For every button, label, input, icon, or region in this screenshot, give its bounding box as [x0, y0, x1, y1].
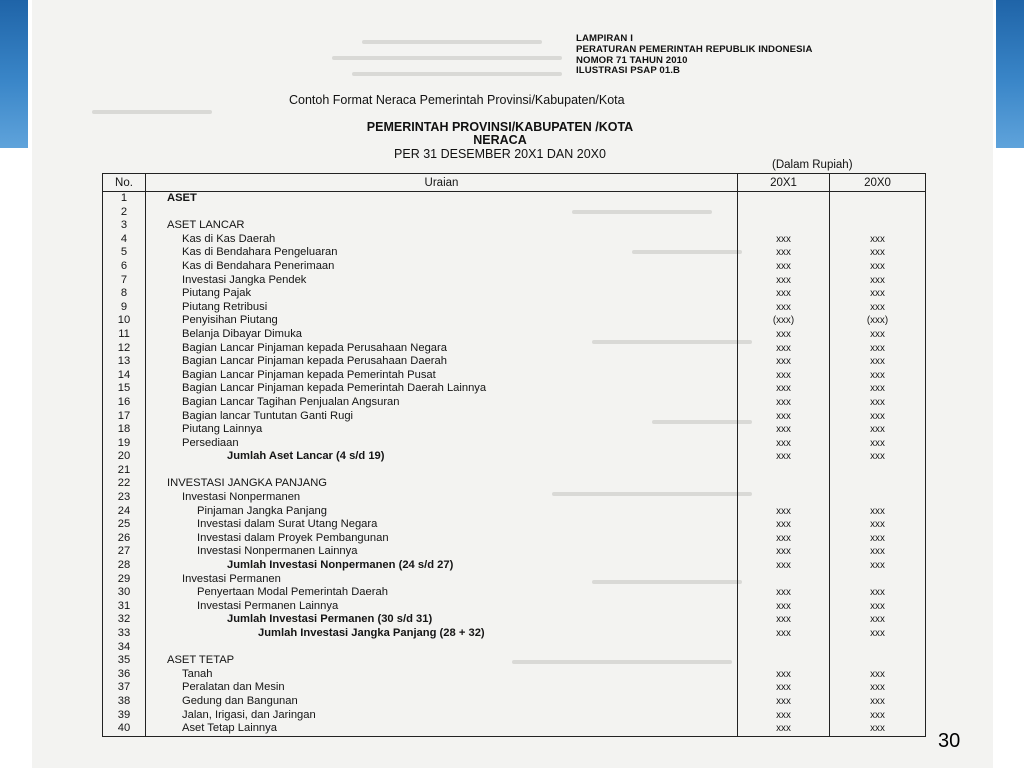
table-row [103, 423, 926, 437]
row-value-20x1: xxx [738, 342, 830, 356]
row-value-20x1: xxx [738, 559, 830, 573]
row-number: 9 [103, 301, 146, 315]
row-number: 36 [103, 668, 146, 682]
row-value-20x0 [830, 464, 926, 478]
table-row [103, 573, 926, 587]
table-row [103, 396, 926, 410]
row-label: Kas di Bendahara Pengeluaran [146, 246, 738, 260]
row-label: Investasi Nonpermanen [146, 491, 738, 505]
row-number: 2 [103, 206, 146, 220]
row-value-20x1 [738, 654, 830, 668]
row-value-20x0 [830, 641, 926, 655]
table-row [103, 613, 926, 627]
row-value-20x1: xxx [738, 709, 830, 723]
row-number: 26 [103, 532, 146, 546]
table-body [103, 192, 926, 737]
row-label: Bagian Lancar Pinjaman kepada Perusahaan Daerah [146, 355, 738, 369]
regulation-header [576, 34, 812, 77]
row-number: 1 [103, 192, 146, 206]
row-number: 7 [103, 274, 146, 288]
row-value-20x0: xxx [830, 695, 926, 709]
row-label: Jumlah Investasi Permanen (30 s/d 31) [146, 613, 738, 627]
row-label: Penyertaan Modal Pemerintah Daerah [146, 586, 738, 600]
table-row [103, 233, 926, 247]
table-row [103, 192, 926, 206]
row-value-20x0: xxx [830, 382, 926, 396]
table-row [103, 491, 926, 505]
row-value-20x1 [738, 219, 830, 233]
row-value-20x1: xxx [738, 518, 830, 532]
row-value-20x1: xxx [738, 545, 830, 559]
table-row [103, 464, 926, 478]
row-value-20x0: xxx [830, 246, 926, 260]
row-value-20x1: xxx [738, 328, 830, 342]
row-label: Bagian lancar Tuntutan Ganti Rugi [146, 410, 738, 424]
row-value-20x1: xxx [738, 722, 830, 736]
row-label: INVESTASI JANGKA PANJANG [146, 477, 738, 491]
table-row [103, 355, 926, 369]
row-value-20x0: xxx [830, 600, 926, 614]
table-row [103, 246, 926, 260]
row-value-20x0: xxx [830, 545, 926, 559]
row-label: Peralatan dan Mesin [146, 681, 738, 695]
report-title [300, 121, 700, 161]
row-label: ASET LANCAR [146, 219, 738, 233]
row-value-20x1: xxx [738, 681, 830, 695]
row-number: 21 [103, 464, 146, 478]
row-value-20x1: xxx [738, 423, 830, 437]
row-value-20x0: xxx [830, 586, 926, 600]
row-label [146, 641, 738, 655]
row-label: Penyisihan Piutang [146, 314, 738, 328]
row-label: Kas di Kas Daerah [146, 233, 738, 247]
bleed-through-line [92, 110, 212, 114]
row-value-20x0 [830, 654, 926, 668]
row-value-20x1: xxx [738, 532, 830, 546]
row-label: Piutang Lainnya [146, 423, 738, 437]
row-value-20x0: xxx [830, 233, 926, 247]
column-header-20x1: 20X1 [738, 174, 830, 192]
row-number: 31 [103, 600, 146, 614]
row-value-20x1 [738, 477, 830, 491]
row-label: Jumlah Investasi Nonpermanen (24 s/d 27) [146, 559, 738, 573]
row-label: Persediaan [146, 437, 738, 451]
row-number: 35 [103, 654, 146, 668]
row-value-20x1: xxx [738, 695, 830, 709]
row-value-20x1: xxx [738, 450, 830, 464]
row-number: 33 [103, 627, 146, 641]
table-row [103, 681, 926, 695]
row-value-20x0 [830, 573, 926, 587]
row-value-20x1 [738, 491, 830, 505]
title-line-3: PER 31 DESEMBER 20X1 DAN 20X0 [394, 146, 606, 161]
row-value-20x0: xxx [830, 396, 926, 410]
row-value-20x1: xxx [738, 410, 830, 424]
row-value-20x0: xxx [830, 532, 926, 546]
row-value-20x1: xxx [738, 396, 830, 410]
row-number: 28 [103, 559, 146, 573]
row-value-20x0 [830, 491, 926, 505]
header-line: LAMPIRAN I [576, 33, 633, 44]
table-row [103, 600, 926, 614]
row-number: 23 [103, 491, 146, 505]
row-number: 5 [103, 246, 146, 260]
row-number: 13 [103, 355, 146, 369]
row-value-20x1: xxx [738, 586, 830, 600]
row-label [146, 206, 738, 220]
row-value-20x1: xxx [738, 287, 830, 301]
row-label: Investasi Nonpermanen Lainnya [146, 545, 738, 559]
row-label: Bagian Lancar Pinjaman kepada Pemerintah Pusat [146, 369, 738, 383]
row-number: 22 [103, 477, 146, 491]
row-number: 24 [103, 505, 146, 519]
row-value-20x0: xxx [830, 518, 926, 532]
table-header-row [103, 174, 926, 192]
row-value-20x1: xxx [738, 355, 830, 369]
row-value-20x0: xxx [830, 369, 926, 383]
row-value-20x0: xxx [830, 301, 926, 315]
table-row [103, 477, 926, 491]
row-value-20x1: xxx [738, 437, 830, 451]
bleed-through-line [332, 56, 562, 60]
row-value-20x1: xxx [738, 600, 830, 614]
row-number: 19 [103, 437, 146, 451]
row-value-20x0: xxx [830, 423, 926, 437]
slide-accent-right [996, 0, 1024, 148]
row-number: 40 [103, 722, 146, 736]
table-row [103, 654, 926, 668]
row-number: 4 [103, 233, 146, 247]
row-number: 17 [103, 410, 146, 424]
row-label: Bagian Lancar Tagihan Penjualan Angsuran [146, 396, 738, 410]
row-value-20x1: xxx [738, 505, 830, 519]
title-line-2: NERACA [473, 133, 527, 148]
row-value-20x0: xxx [830, 450, 926, 464]
row-label: Investasi Jangka Pendek [146, 274, 738, 288]
table-row [103, 668, 926, 682]
row-value-20x1 [738, 192, 830, 206]
column-header-uraian: Uraian [146, 174, 738, 192]
table-row [103, 695, 926, 709]
table-row [103, 206, 926, 220]
row-number: 38 [103, 695, 146, 709]
table-row [103, 641, 926, 655]
table-row [103, 450, 926, 464]
row-value-20x1: xxx [738, 627, 830, 641]
row-number: 30 [103, 586, 146, 600]
row-value-20x1: xxx [738, 382, 830, 396]
row-number: 32 [103, 613, 146, 627]
row-number: 39 [103, 709, 146, 723]
row-number: 3 [103, 219, 146, 233]
row-value-20x0: xxx [830, 355, 926, 369]
row-number: 37 [103, 681, 146, 695]
row-number: 20 [103, 450, 146, 464]
bleed-through-line [352, 72, 562, 76]
row-value-20x1 [738, 464, 830, 478]
row-value-20x1: xxx [738, 369, 830, 383]
row-label: Piutang Pajak [146, 287, 738, 301]
row-label: Jalan, Irigasi, dan Jaringan [146, 709, 738, 723]
row-number: 6 [103, 260, 146, 274]
row-label: Jumlah Investasi Jangka Panjang (28 + 32) [146, 627, 738, 641]
row-label: Investasi Permanen Lainnya [146, 600, 738, 614]
row-label: Belanja Dibayar Dimuka [146, 328, 738, 342]
currency-note: (Dalam Rupiah) [772, 159, 853, 171]
table-row [103, 301, 926, 315]
row-label: Pinjaman Jangka Panjang [146, 505, 738, 519]
table-row [103, 382, 926, 396]
row-value-20x1: xxx [738, 274, 830, 288]
row-value-20x0: xxx [830, 287, 926, 301]
row-label: Gedung dan Bangunan [146, 695, 738, 709]
row-value-20x0: xxx [830, 410, 926, 424]
row-value-20x0: xxx [830, 328, 926, 342]
row-value-20x0: xxx [830, 437, 926, 451]
table-row [103, 260, 926, 274]
row-value-20x0 [830, 219, 926, 233]
column-header-20x0: 20X0 [830, 174, 926, 192]
row-number: 29 [103, 573, 146, 587]
header-line: NOMOR 71 TAHUN 2010 [576, 54, 688, 66]
row-value-20x0: xxx [830, 260, 926, 274]
column-header-no: No. [103, 174, 146, 192]
row-value-20x1: xxx [738, 233, 830, 247]
row-value-20x1 [738, 641, 830, 655]
row-label: Investasi dalam Proyek Pembangunan [146, 532, 738, 546]
header-line: ILUSTRASI PSAP 01.B [576, 65, 681, 77]
bleed-through-line [362, 40, 542, 44]
header-line: PERATURAN PEMERINTAH REPUBLIK INDONESIA [576, 43, 813, 55]
row-label: Investasi Permanen [146, 573, 738, 587]
row-number: 16 [103, 396, 146, 410]
row-label [146, 464, 738, 478]
row-value-20x0: xxx [830, 709, 926, 723]
table-row [103, 342, 926, 356]
row-label: ASET TETAP [146, 654, 738, 668]
row-label: Bagian Lancar Pinjaman kepada Perusahaan Negara [146, 342, 738, 356]
table-row [103, 369, 926, 383]
row-number: 15 [103, 382, 146, 396]
slide-page-number: 30 [938, 730, 961, 752]
row-value-20x0: xxx [830, 559, 926, 573]
row-label: Kas di Bendahara Penerimaan [146, 260, 738, 274]
row-value-20x0 [830, 477, 926, 491]
row-value-20x0: xxx [830, 668, 926, 682]
table-row [103, 328, 926, 342]
row-value-20x0: xxx [830, 681, 926, 695]
table-row [103, 410, 926, 424]
row-value-20x0 [830, 206, 926, 220]
table-row [103, 437, 926, 451]
title-line-1: PEMERINTAH PROVINSI/KABUPATEN /KOTA [366, 120, 634, 134]
row-number: 27 [103, 545, 146, 559]
table-row [103, 586, 926, 600]
table-row [103, 545, 926, 559]
format-caption: Contoh Format Neraca Pemerintah Provinsi/Kabupaten/Kota [289, 93, 625, 107]
row-value-20x0: xxx [830, 627, 926, 641]
row-number: 8 [103, 287, 146, 301]
table-row [103, 287, 926, 301]
row-label: Tanah [146, 668, 738, 682]
row-value-20x1: xxx [738, 301, 830, 315]
row-value-20x1: (xxx) [738, 314, 830, 328]
row-value-20x0: xxx [830, 613, 926, 627]
row-label: ASET [146, 192, 738, 206]
row-number: 34 [103, 641, 146, 655]
table-row [103, 518, 926, 532]
row-number: 18 [103, 423, 146, 437]
row-label: Jumlah Aset Lancar (4 s/d 19) [146, 450, 738, 464]
table-row [103, 219, 926, 233]
table-row [103, 559, 926, 573]
table-row [103, 274, 926, 288]
slide-accent-left [0, 0, 28, 148]
balance-sheet-table [102, 173, 926, 737]
row-value-20x1: xxx [738, 246, 830, 260]
table-row [103, 627, 926, 641]
row-number: 10 [103, 314, 146, 328]
row-value-20x1: xxx [738, 613, 830, 627]
row-value-20x0: xxx [830, 505, 926, 519]
table-row [103, 505, 926, 519]
row-label: Investasi dalam Surat Utang Negara [146, 518, 738, 532]
row-value-20x0: xxx [830, 342, 926, 356]
row-value-20x1: xxx [738, 260, 830, 274]
row-value-20x1 [738, 573, 830, 587]
table-row [103, 314, 926, 328]
row-value-20x0: (xxx) [830, 314, 926, 328]
row-label: Bagian Lancar Pinjaman kepada Pemerintah Daerah Lainnya [146, 382, 738, 396]
row-value-20x1 [738, 206, 830, 220]
row-label: Aset Tetap Lainnya [146, 722, 738, 736]
row-number: 14 [103, 369, 146, 383]
row-value-20x0 [830, 192, 926, 206]
row-value-20x1: xxx [738, 668, 830, 682]
row-value-20x0: xxx [830, 722, 926, 736]
table-row [103, 532, 926, 546]
row-number: 11 [103, 328, 146, 342]
row-value-20x0: xxx [830, 274, 926, 288]
table-row [103, 709, 926, 723]
table-row [103, 722, 926, 736]
row-label: Piutang Retribusi [146, 301, 738, 315]
row-number: 12 [103, 342, 146, 356]
row-number: 25 [103, 518, 146, 532]
